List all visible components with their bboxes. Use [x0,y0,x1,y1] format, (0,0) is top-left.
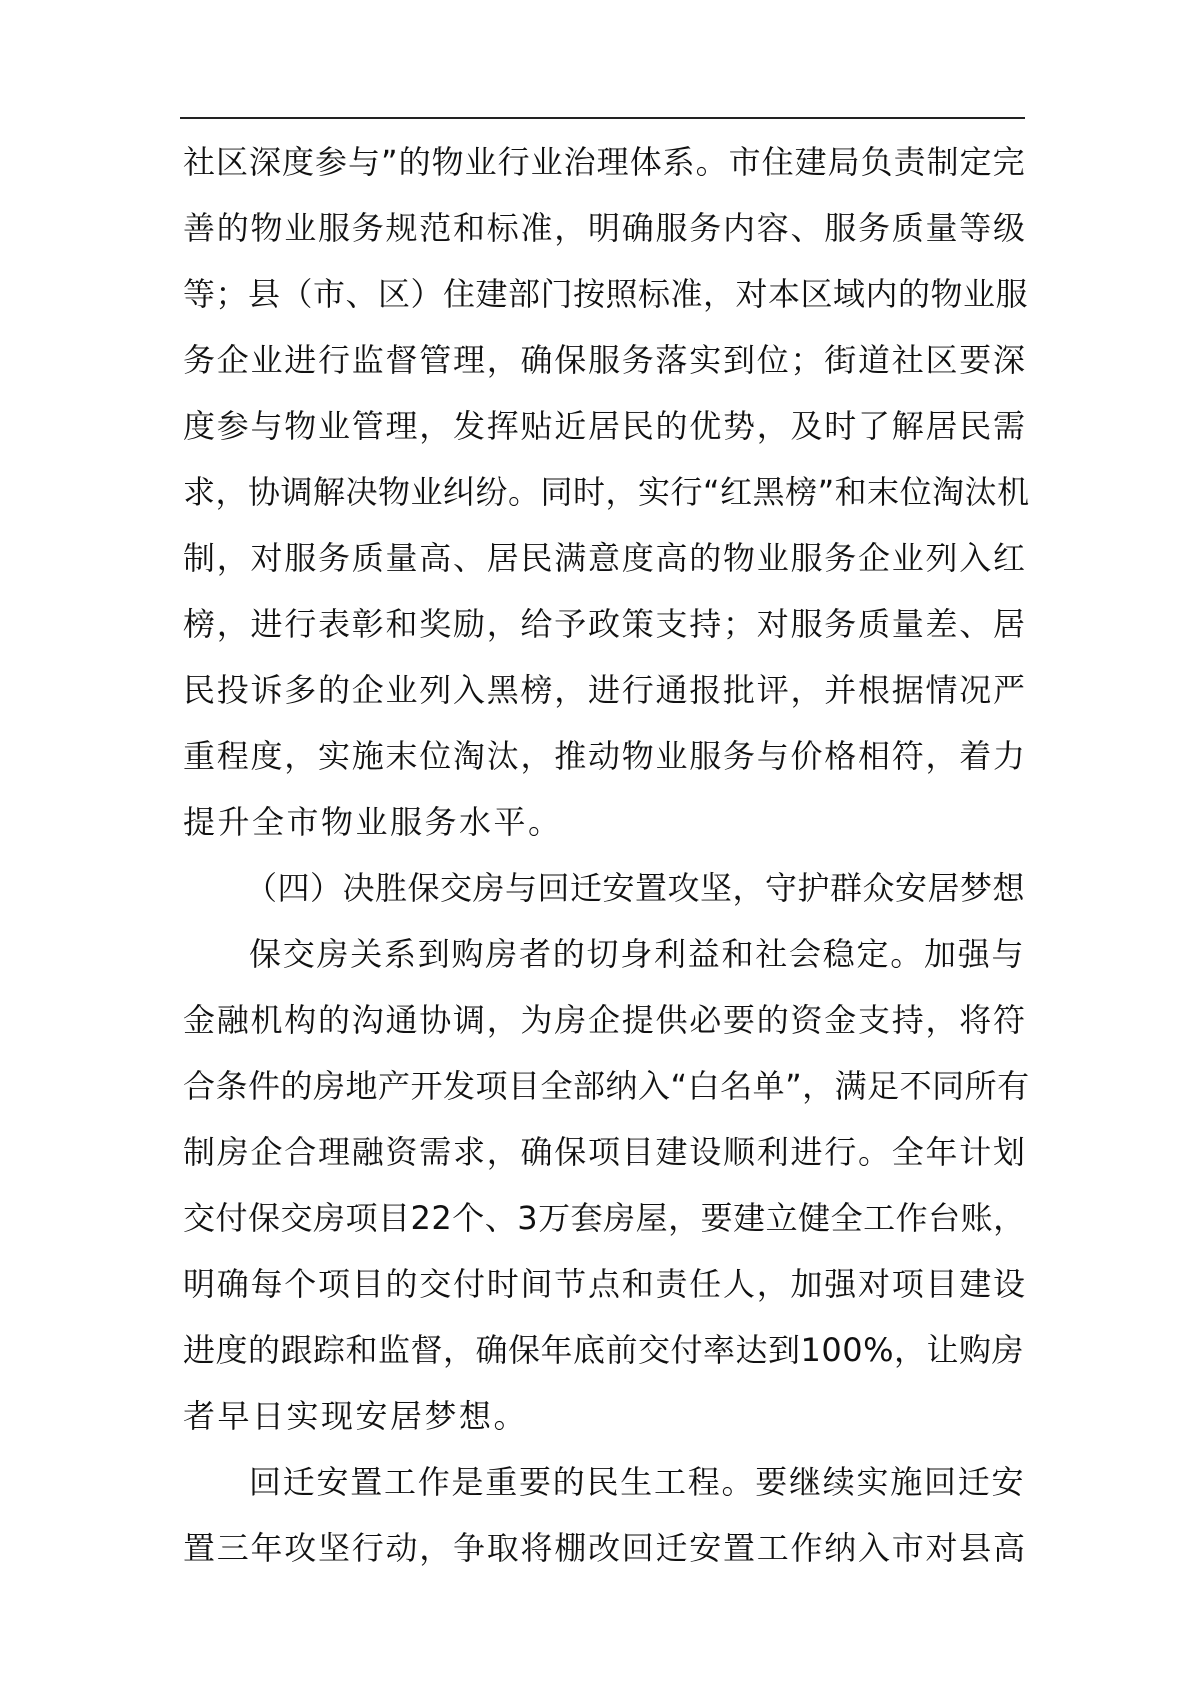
body-line-11: 提升全市物业服务水平。 [183,803,563,841]
body-line-14: 合条件的房地产开发项目全部纳入“白名单”，满足不同所有 [183,1067,1030,1105]
body-line-10: 重程度，实施末位淘汰，推动物业服务与价格相符，着力 [183,737,1027,775]
body-line-17: 明确每个项目的交付时间节点和责任人，加强对项目建设 [183,1265,1027,1303]
header-rule [180,117,1025,119]
body-line-2: 善的物业服务规范和标准，明确服务内容、服务质量等级 [183,209,1027,247]
body-line-19: 者早日实现安居梦想。 [183,1397,529,1435]
section-heading: （四）决胜保交房与回迁安置攻坚，守护群众安居梦想 [245,869,1026,907]
body-line-4: 务企业进行监督管理，确保服务落实到位；街道社区要深 [183,341,1027,379]
body-line-7: 制，对服务质量高、居民满意度高的物业服务企业列入红 [183,539,1027,577]
body-line-15: 制房企合理融资需求，确保项目建设顺利进行。全年计划 [183,1133,1027,1171]
body-line-9: 民投诉多的企业列入黑榜，进行通报批评，并根据情况严 [183,671,1027,709]
body-line-20: 回迁安置工作是重要的民生工程。要继续实施回迁安 [249,1463,1026,1501]
body-line-18: 进度的跟踪和监督，确保年底前交付率达到100%，让购房 [183,1331,1024,1369]
body-line-13: 金融机构的沟通协调，为房企提供必要的资金支持，将符 [183,1001,1027,1039]
body-line-5: 度参与物业管理，发挥贴近居民的优势，及时了解居民需 [183,407,1027,445]
body-line-6: 求，协调解决物业纠纷。同时，实行“红黑榜”和末位淘汰机 [183,473,1030,511]
body-line-8: 榜，进行表彰和奖励，给予政策支持；对服务质量差、居 [183,605,1027,643]
body-line-21: 置三年攻坚行动，争取将棚改回迁安置工作纳入市对县高 [183,1529,1027,1567]
body-line-12: 保交房关系到购房者的切身利益和社会稳定。加强与 [249,935,1026,973]
body-line-3: 等；县（市、区）住建部门按照标准，对本区域内的物业服 [183,275,1029,313]
body-line-1: 社区深度参与”的物业行业治理体系。市住建局负责制定完 [183,143,1026,181]
body-line-16: 交付保交房项目22个、3万套房屋，要建立健全工作台账， [183,1199,1026,1237]
